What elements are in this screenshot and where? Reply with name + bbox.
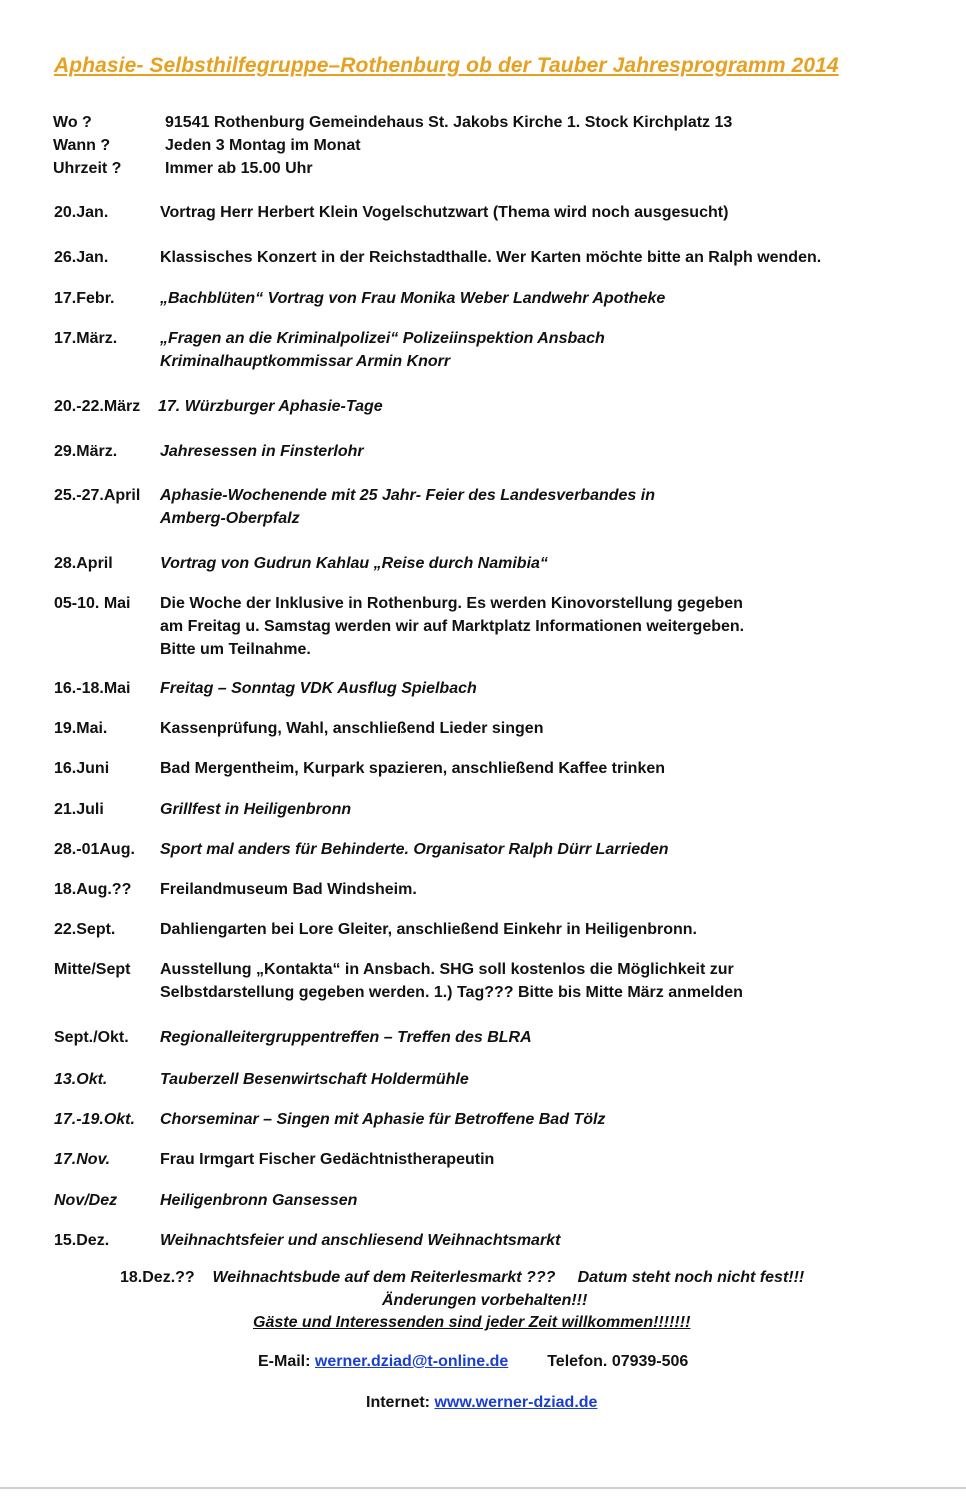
email-label: E-Mail: xyxy=(258,1353,311,1370)
event-description xyxy=(160,246,920,269)
event-description-line: Bad Mergentheim, Kurpark spazieren, anschließend Kaffee trinken xyxy=(160,760,666,777)
event-description xyxy=(160,677,920,700)
event-date: Sept./Okt. xyxy=(54,1029,129,1046)
event-description xyxy=(160,918,920,941)
event-description-line: Dahliengarten bei Lore Gleiter, anschließend Einkehr in Heiligenbronn. xyxy=(160,921,697,938)
event-description xyxy=(160,592,920,661)
event-description-line: Klassisches Konzert in der Reichstadthalle. Wer Karten möchte bitte an Ralph wenden. xyxy=(160,249,822,266)
event-description xyxy=(160,1229,920,1252)
event-description xyxy=(160,1148,920,1171)
event-date: 05-10. Mai xyxy=(54,595,131,612)
scan-edge-line xyxy=(0,1487,966,1489)
event-description-line: Amberg-Oberpfalz xyxy=(160,510,300,527)
footer-note: Datum steht noch nicht fest!!! xyxy=(577,1269,805,1286)
event-date: 17.-19.Okt. xyxy=(54,1111,135,1128)
event-description xyxy=(160,798,920,821)
page-title: Aphasie- Selbsthilfegruppe–Rothenburg ob der Tauber Jahresprogramm 2014 xyxy=(54,54,839,77)
event-date: 21.Juli xyxy=(54,801,104,818)
event-description-line: Tauberzell Besenwirtschaft Holdermühle xyxy=(160,1071,469,1088)
event-description xyxy=(158,395,918,418)
info-label: Wo ? xyxy=(53,114,92,131)
event-description xyxy=(160,327,920,373)
contact-email-row xyxy=(258,1353,688,1371)
event-description xyxy=(160,1189,920,1212)
event-description-line: Selbstdarstellung gegeben werden. 1.) Tag??? Bitte bis Mitte März anmelden xyxy=(160,984,743,1001)
info-value: Jeden 3 Montag im Monat xyxy=(165,137,361,154)
event-date: Mitte/Sept xyxy=(54,961,131,978)
event-description xyxy=(160,958,920,1004)
event-description-line: am Freitag u. Samstag werden wir auf Marktplatz Informationen weitergeben. xyxy=(160,618,745,635)
event-description xyxy=(160,1108,920,1131)
website-link[interactable]: www.werner-dziad.de xyxy=(434,1394,598,1411)
event-date: 26.Jan. xyxy=(54,249,109,266)
event-description-line: 17. Würzburger Aphasie-Tage xyxy=(158,398,383,415)
event-date: 15.Dez. xyxy=(54,1232,110,1249)
email-link[interactable]: werner.dziad@t-online.de xyxy=(314,1353,509,1370)
internet-label: Internet: xyxy=(366,1394,430,1411)
info-value: Immer ab 15.00 Uhr xyxy=(165,160,313,177)
event-description-line: Frau Irmgart Fischer Gedächtnistherapeutin xyxy=(160,1151,495,1168)
event-description-line: „Bachblüten“ Vortrag von Frau Monika Weber Landwehr Apotheke xyxy=(160,290,666,307)
info-label: Uhrzeit ? xyxy=(53,160,122,177)
event-description-line: Ausstellung „Kontakta“ in Ansbach. SHG soll kostenlos die Möglichkeit zur xyxy=(160,961,734,978)
event-description xyxy=(160,287,920,310)
event-date: 29.März. xyxy=(54,443,118,460)
event-description xyxy=(160,1026,920,1049)
event-description-line: Grillfest in Heiligenbronn xyxy=(160,801,352,818)
event-description-line: Heiligenbronn Gansessen xyxy=(160,1192,358,1209)
event-description-line: Aphasie-Wochenende mit 25 Jahr- Feier des Landesverbandes in xyxy=(160,487,655,504)
event-description-line: Weihnachtsfeier und anschliesend Weihnachtsmarkt xyxy=(160,1232,561,1249)
info-value: 91541 Rothenburg Gemeindehaus St. Jakobs Kirche 1. Stock Kirchplatz 13 xyxy=(165,114,733,131)
event-description-line: Jahresessen in Finsterlohr xyxy=(160,443,364,460)
phone-number: Telefon. 07939-506 xyxy=(547,1353,689,1370)
event-description xyxy=(160,440,920,463)
event-date: 16.Juni xyxy=(54,760,110,777)
event-description xyxy=(160,484,920,530)
event-description-line: „Fragen an die Kriminalpolizei“ Polizeiinspektion Ansbach xyxy=(160,330,605,347)
event-date: 22.Sept. xyxy=(54,921,116,938)
event-date: 25.-27.April xyxy=(54,487,141,504)
event-date: Nov/Dez xyxy=(54,1192,118,1209)
contact-internet-row xyxy=(366,1394,597,1412)
event-description-line: Chorseminar – Singen mit Aphasie für Betroffene Bad Tölz xyxy=(160,1111,606,1128)
footer-note-row xyxy=(120,1267,804,1289)
event-description-line: Regionalleitergruppentreffen – Treffen des BLRA xyxy=(160,1029,532,1046)
event-date: 17.Febr. xyxy=(54,290,115,307)
event-description xyxy=(160,757,920,780)
event-description-line: Sport mal anders für Behinderte. Organisator Ralph Dürr Larrieden xyxy=(160,841,669,858)
event-date: 20.Jan. xyxy=(54,204,109,221)
event-description-line: Bitte um Teilnahme. xyxy=(160,641,311,658)
event-description-line: Vortrag von Gudrun Kahlau „Reise durch Namibia“ xyxy=(160,555,548,572)
event-description xyxy=(160,552,920,575)
info-label: Wann ? xyxy=(53,137,111,154)
event-description-line: Die Woche der Inklusive in Rothenburg. Es werden Kinovorstellung gegeben xyxy=(160,595,743,612)
changes-reserved: Änderungen vorbehalten!!! xyxy=(382,1292,588,1309)
event-description xyxy=(160,201,920,224)
event-description xyxy=(160,838,920,861)
event-description-line: Freilandmuseum Bad Windsheim. xyxy=(160,881,417,898)
event-date: 28.April xyxy=(54,555,113,572)
event-description-line: Freitag – Sonntag VDK Ausflug Spielbach xyxy=(160,680,477,697)
event-date: 18.Aug.?? xyxy=(54,881,132,898)
welcome-note: Gäste und Interessenden sind jeder Zeit willkommen!!!!!!! xyxy=(253,1314,691,1331)
event-date: 20.-22.März xyxy=(54,398,141,415)
footer-date: 18.Dez.?? xyxy=(120,1269,195,1286)
event-date: 19.Mai. xyxy=(54,720,108,737)
event-date: 17.Nov. xyxy=(54,1151,111,1168)
event-description-line: Vortrag Herr Herbert Klein Vogelschutzwart (Thema wird noch ausgesucht) xyxy=(160,204,729,221)
event-date: 17.März. xyxy=(54,330,118,347)
event-description xyxy=(160,878,920,901)
event-date: 28.-01Aug. xyxy=(54,841,135,858)
event-date: 16.-18.Mai xyxy=(54,680,131,697)
event-date: 13.Okt. xyxy=(54,1071,108,1088)
event-description xyxy=(160,1068,920,1091)
event-description xyxy=(160,717,920,740)
event-description-line: Kriminalhauptkommissar Armin Knorr xyxy=(160,353,451,370)
footer-text: Weihnachtsbude auf dem Reiterlesmarkt ??? xyxy=(212,1269,556,1286)
event-description-line: Kassenprüfung, Wahl, anschließend Lieder singen xyxy=(160,720,544,737)
